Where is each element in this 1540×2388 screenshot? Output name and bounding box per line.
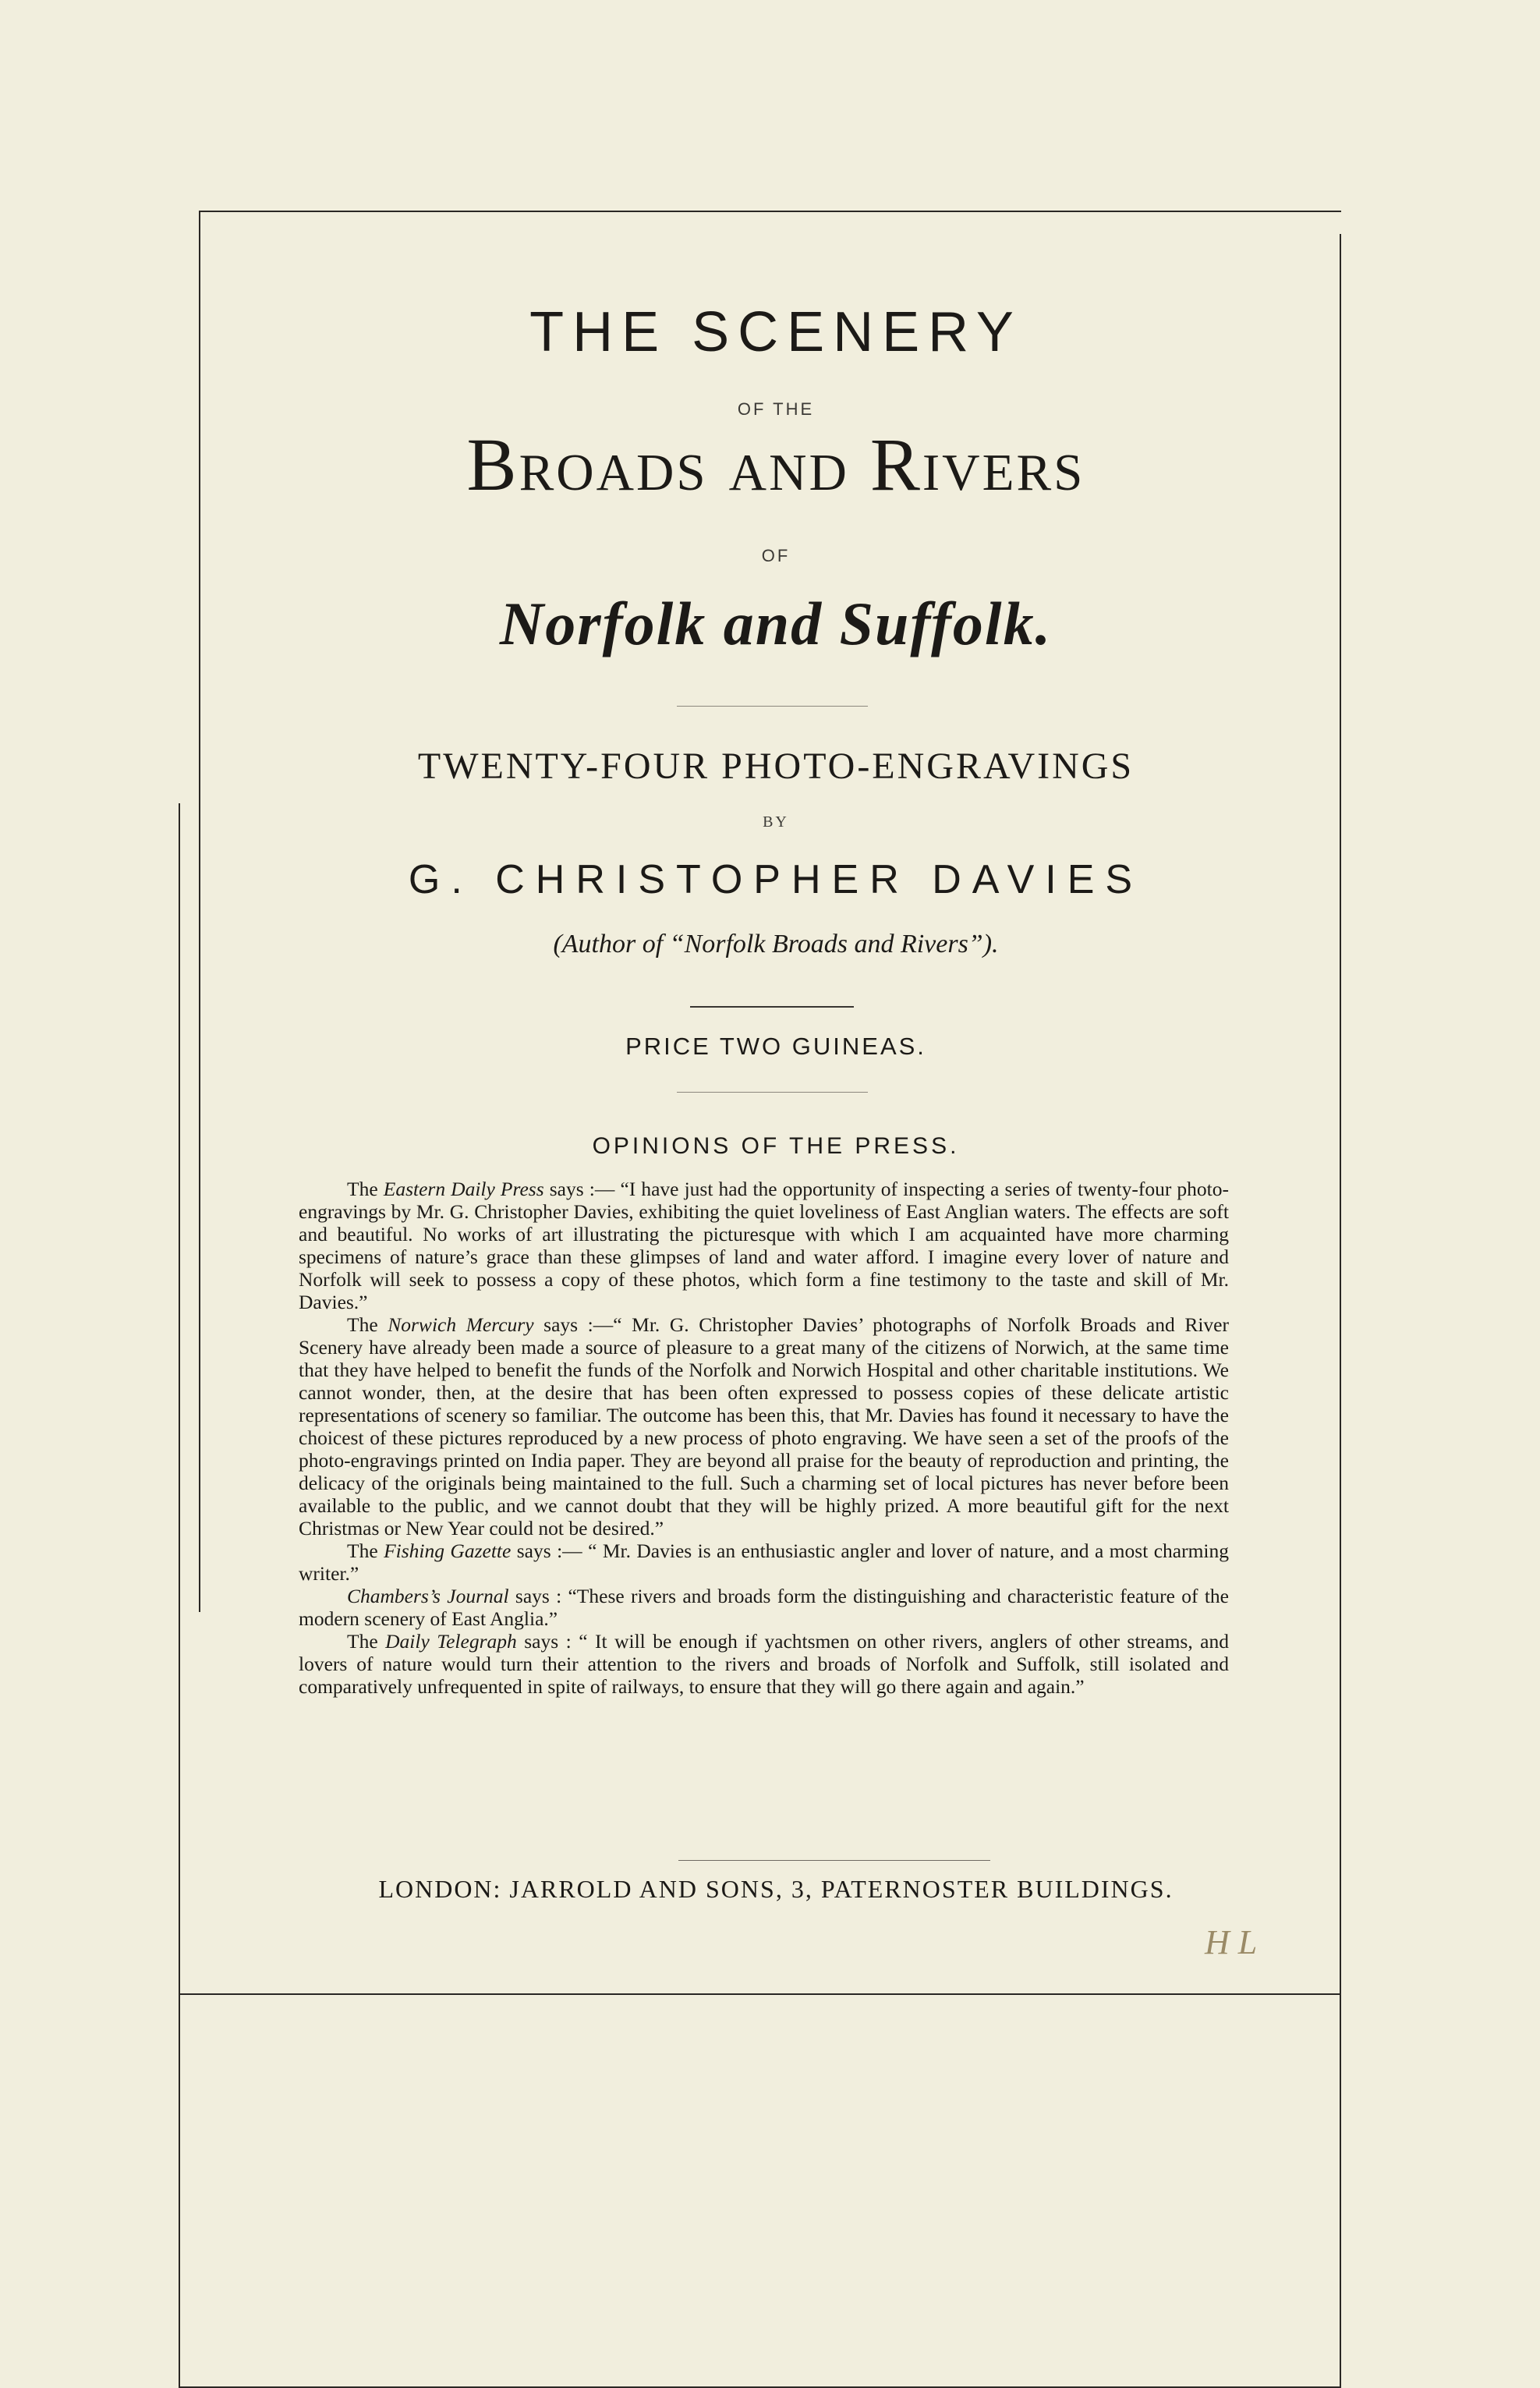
work-description: TWENTY-FOUR PHOTO-ENGRAVINGS — [417, 746, 1135, 787]
by-line: BY — [763, 813, 789, 831]
press-quote: Chambers’s Journal says : “These rivers and broads form the distinguishing and characteristic feature of the modern scenery of East Anglia.” — [299, 1585, 1229, 1630]
press-quote: The Norwich Mercury says :—“ Mr. G. Christopher Davies’ photographs of Norfolk Broads and River Scenery have already been made a source of pleasure to a great many of the citizens of Norwich, at the same time that they have helped to benefit the funds of the Norfolk and Norwich Hospital and other charitable institutions. We cannot wonder, then, at the desire that has been often expressed to possess copies of these delicate artistic representations of scenery so familiar. The outcome has been this, that Mr. Davies has found it necessary to have the choicest of these pictures reproduced by a new process of photo engraving. We have seen a set of the proofs of the photo-engravings printed on India paper. They are beyond all praise for the beauty of reproduction and printing, the delicacy of the originals being maintained to the full. Such a charming set of local pictures has never before been available to the public, and we cannot doubt that they will be highly prized. A more beautiful gift for the next Christmas or New Year could not be desired.” — [299, 1313, 1229, 1539]
press-source: Eastern Daily Press — [383, 1178, 544, 1200]
opinions-heading: OPINIONS OF THE PRESS. — [592, 1133, 960, 1159]
frame-bottom-inner-border — [179, 1993, 1341, 1995]
press-quote: The Daily Telegraph says : “ It will be enough if yachtsmen on other rivers, anglers of other streams, and lovers of nature would turn their attention to the rivers and broads of Norfolk and Suffolk, still isolated and comparatively unfrequented in spite of railways, to ensure that they will go there again and again.” — [299, 1630, 1229, 1698]
price-divider-top — [690, 1006, 854, 1008]
frame-left-lower-border — [179, 1591, 180, 1995]
author-name: G. CHRISTOPHER DAVIES — [408, 857, 1144, 902]
press-quote: The Fishing Gazette says :— “ Mr. Davies is an enthusiastic angler and lover of nature, and a most charming writer.” — [299, 1539, 1229, 1585]
publisher-divider — [678, 1860, 990, 1861]
title-scenery: THE SCENERY — [529, 301, 1022, 363]
press-source: Daily Telegraph — [385, 1630, 517, 1653]
title-broads-and-rivers: Broads and Rivers — [466, 423, 1085, 506]
price-divider-bottom — [677, 1092, 868, 1093]
frame-top-border — [199, 211, 1341, 212]
press-source: Fishing Gazette — [384, 1539, 512, 1562]
title-of-the: OF THE — [737, 399, 815, 419]
press-quote: The Eastern Daily Press says :— “I have just had the opportunity of inspecting a series of twenty-four photo-engravings by Mr. G. Christopher Davies, exhibiting the quiet loveliness of East Anglian waters. The effects are soft and beautiful. No works of art illustrating the picturesque with which I am acquainted have more charming specimens of nature’s grace than these glimpses of land and water afford. I imagine every lover of nature and Norfolk will seek to possess a copy of these photos, which form a fine testimony to the taste and skill of Mr. Davies.” — [299, 1178, 1230, 1313]
handwritten-initials: H L — [1205, 1923, 1258, 1961]
title-divider — [677, 706, 868, 707]
price: PRICE TWO GUINEAS. — [625, 1033, 926, 1060]
press-source: Norwich Mercury — [388, 1313, 534, 1336]
title-norfolk-and-suffolk: Norfolk and Suffolk. — [499, 590, 1053, 657]
press-source: Chambers’s Journal — [347, 1585, 509, 1607]
press-opinions — [299, 1178, 1229, 1698]
author-credit: (Author of “Norfolk Broads and Rivers”). — [553, 930, 999, 958]
title-of: OF — [761, 546, 791, 565]
publisher-imprint: LONDON: JARROLD AND SONS, 3, PATERNOSTER BUILDINGS. — [378, 1875, 1174, 1903]
